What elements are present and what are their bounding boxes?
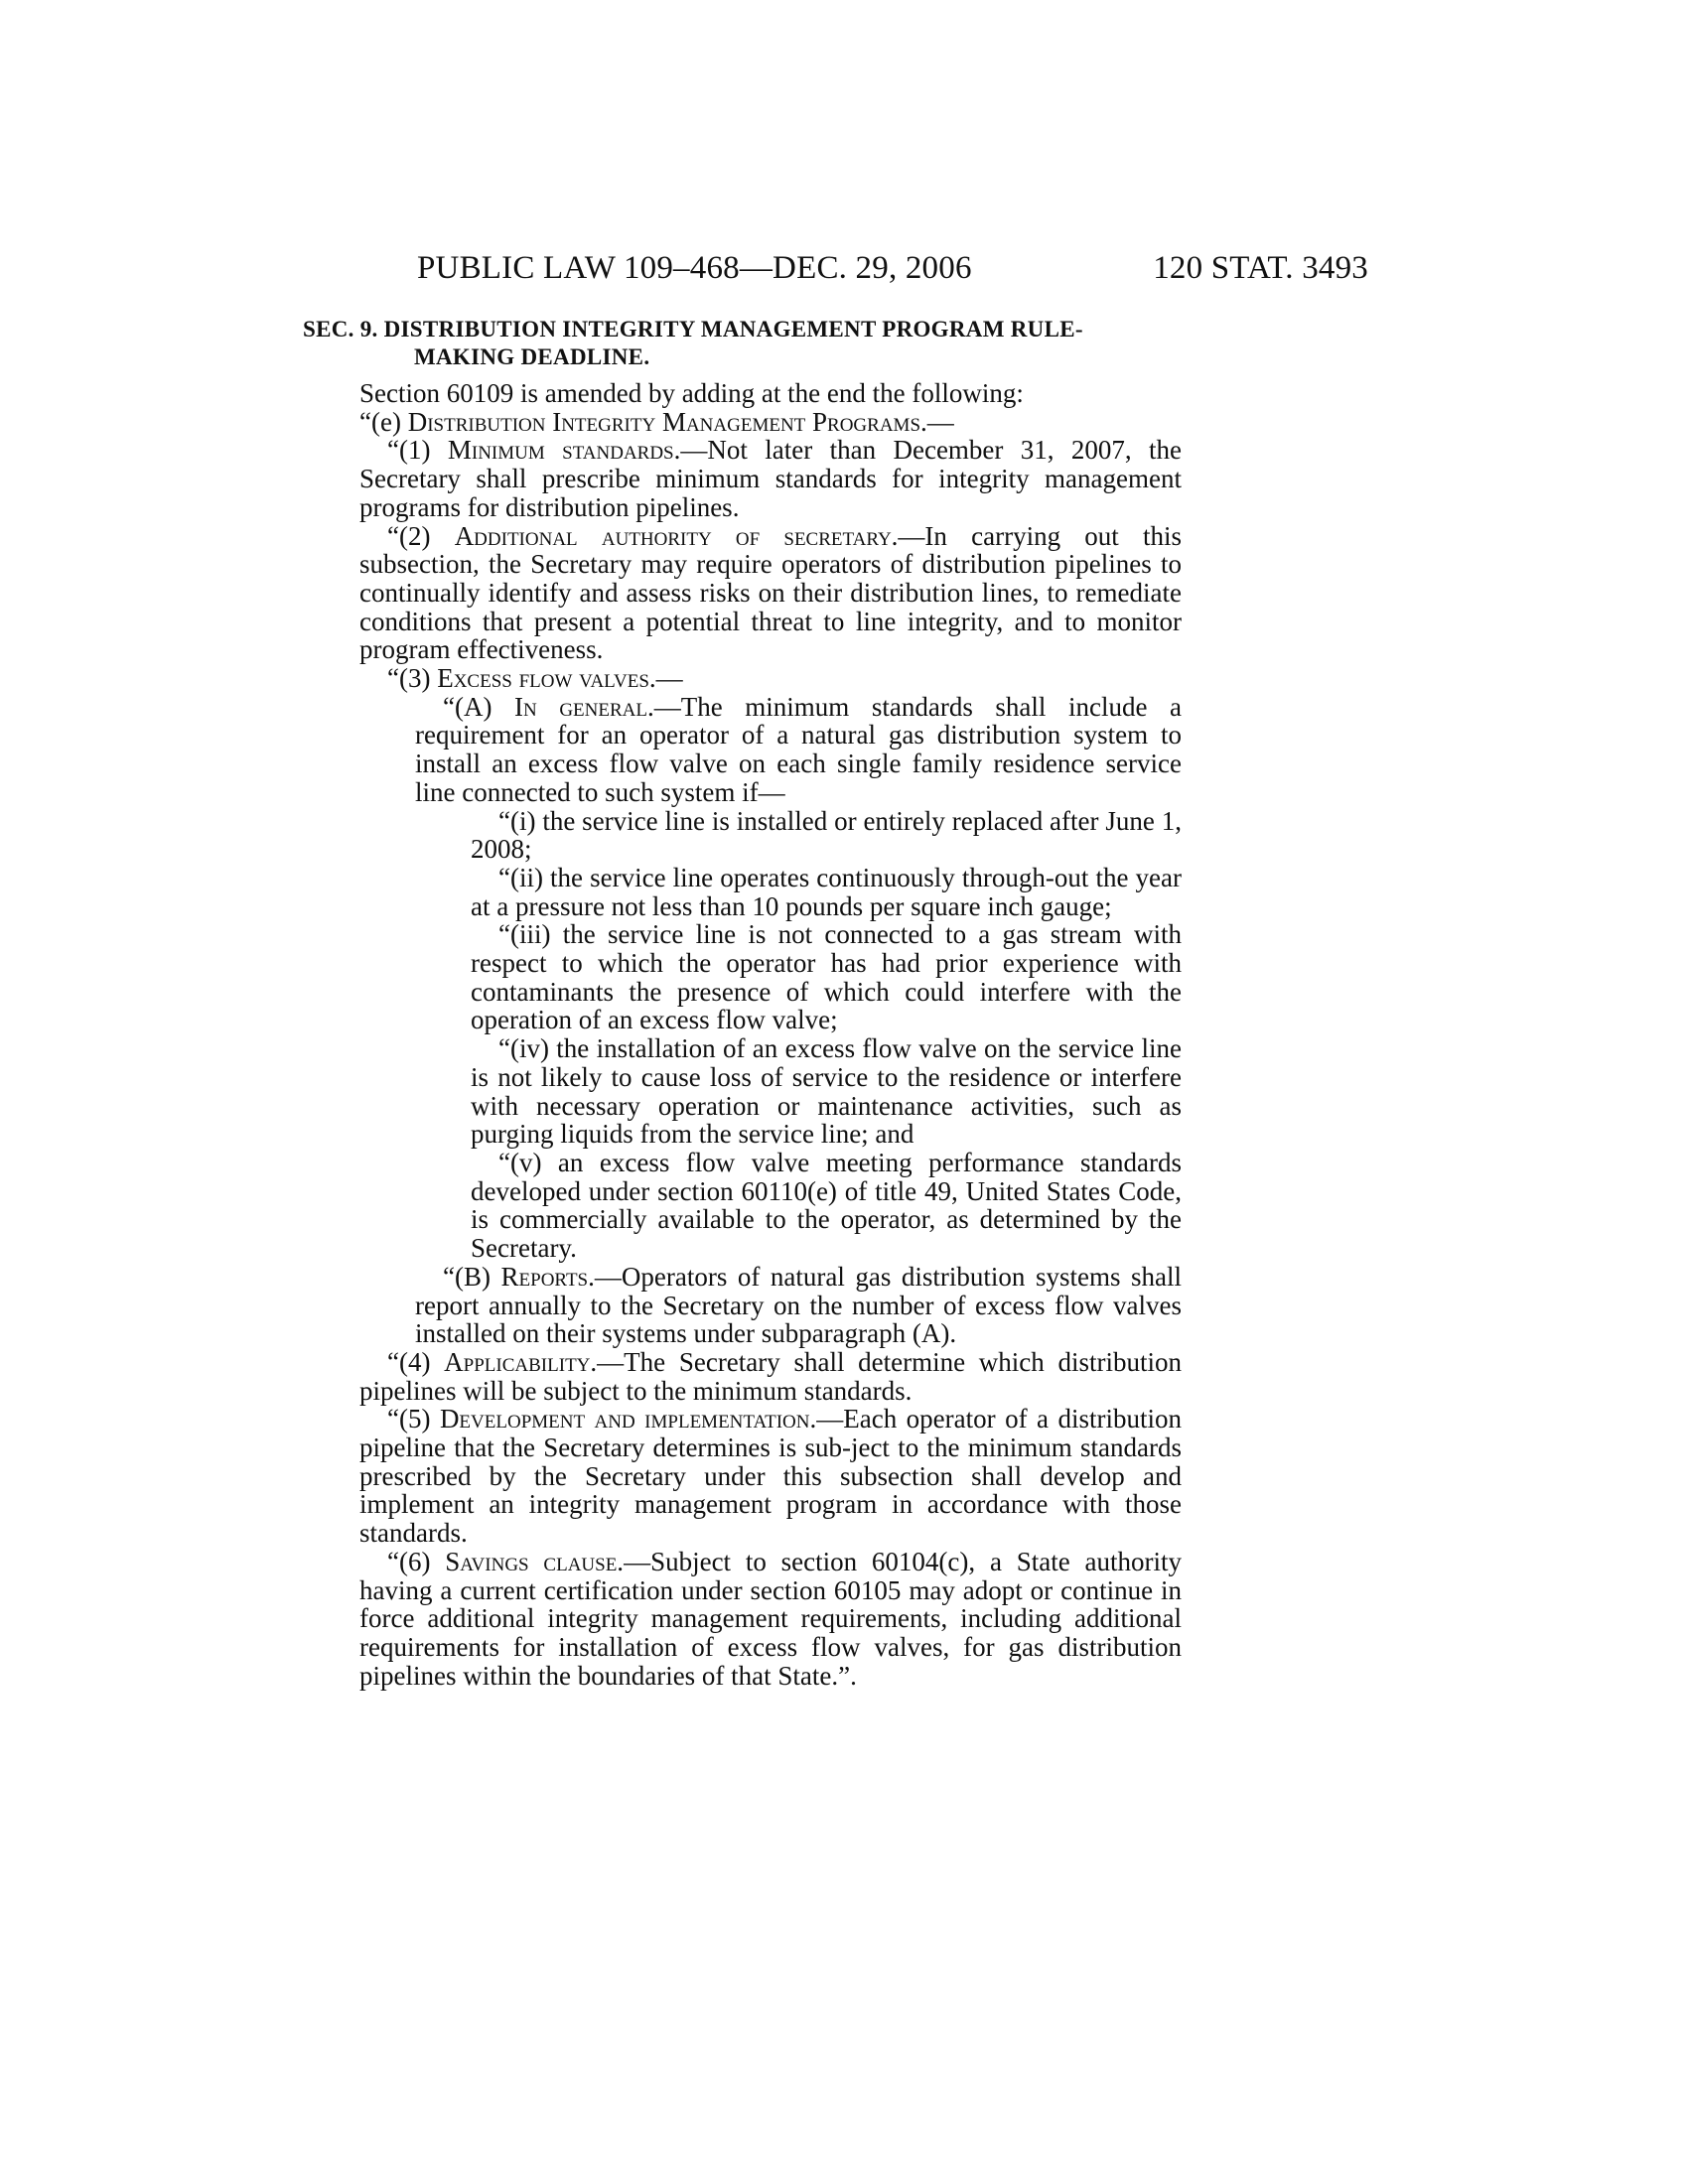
paragraph-2-heading: Additional authority of secretary. [454,520,899,551]
public-law-citation: PUBLIC LAW 109–468—DEC. 29, 2006 [417,250,972,286]
subsection-e-heading: Distribution Integrity Management Programs. [407,406,927,437]
clause-v: “(v) an excess flow valve meeting performance standards developed under section 60110(e) of title 49, United States Code, is commercially available to the operator, as determined by the Secretary. [471,1147,1182,1264]
statute-page-number: 120 STAT. 3493 [1153,250,1368,286]
paragraph-5 [359,1405,1182,1548]
paragraph-6-heading: Savings clause. [445,1546,625,1576]
paragraph-5-text: —Each operator of a distribution pipeline that the Secretary determines is sub-ject to the minimum standards prescribed by the Secretary under this subsection shall develop and implement an integrity management program in accordance with those standards. [359,1404,1182,1549]
clause-i: “(i) the service line is installed or entirely replaced after June 1, 2008; [471,805,1182,865]
paragraph-4 [359,1348,1182,1405]
clause-iii: “(iii) the service line is not connected to a gas stream with respect to which the operator has had prior experience with contaminants the presence of which could interfere with the operation of an excess flow valve; [471,919,1182,1035]
paragraph-4-text: —The Secretary shall determine which distribution pipelines will be subject to the minimum standards. [359,1346,1183,1406]
subparagraph-b-prefix: “(B) [443,1261,501,1292]
clause-iv: “(iv) the installation of an excess flow valve on the service line is not likely to cause loss of service to the residence or interfere with necessary operation or maintenance activities, such as purging liquids from the service line; and [471,1033,1182,1150]
subparagraph-a-text: —The minimum standards shall include a requirement for an operator of a natural gas distribution system to install an excess flow valve on each single family residence service line connected to such system if— [415,691,1182,807]
paragraph-3-heading: Excess flow valves. [437,663,656,694]
section-body [359,379,1182,1690]
paragraph-5-prefix: “(5) [387,1404,440,1434]
paragraph-5-heading: Development and implementation. [439,1404,817,1434]
paragraph-1 [359,436,1182,521]
subparagraph-a [359,693,1182,807]
paragraph-4-heading: Applicability. [444,1346,598,1377]
subparagraph-b-text: —Operators of natural gas distribution systems shall report annually to the Secretary on the number of excess flow valves installed on their systems under subparagraph (A). [415,1261,1182,1349]
paragraph-4-prefix: “(4) [387,1346,445,1377]
paragraph-1-heading: Minimum standards. [447,435,681,466]
paragraph-6-text: —Subject to section 60104(c), a State authority having a current certification under section 60105 may adopt or continue in force additional integrity management requirements, including additional requirements for installation of excess flow valves, for gas distribution pipelines within the boundaries of that State.”. [359,1546,1182,1691]
paragraph-2-text: —In carrying out this subsection, the Secretary may require operators of distribution pipelines to continually identify and assess risks on their distribution lines, to remediate conditions that present a potential threat to line integrity, and to monitor program effectiveness. [359,520,1182,665]
section-title-line-2: MAKING DEADLINE. [414,344,650,369]
paragraph-1-prefix: “(1) [387,435,448,466]
paragraph-3-prefix: “(3) [387,663,438,694]
paragraph-2 [359,522,1182,665]
page-header [417,250,1368,290]
paragraph-3 [359,664,1182,693]
paragraph-1-text: —Not later than December 31, 2007, the Secretary shall prescribe minimum standards for integrity management programs for distribution pipelines. [359,435,1183,522]
section-title [303,316,1187,371]
subparagraph-a-heading: In general. [514,691,654,722]
subparagraph-a-prefix: “(A) [443,691,515,722]
paragraph-6 [359,1548,1182,1691]
intro-paragraph: Section 60109 is amended by adding at the end the following: [359,378,1024,408]
subparagraph-b [359,1263,1182,1348]
paragraph-6-prefix: “(6) [387,1546,446,1576]
section-title-line-1: SEC. 9. DISTRIBUTION INTEGRITY MANAGEMENT PROGRAM RULE- [303,317,1083,341]
subparagraph-b-heading: Reports. [500,1261,595,1292]
subsection-e-prefix: “(e) [359,406,408,437]
clause-ii: “(ii) the service line operates continuously through-out the year at a pressure not less than 10 pounds per square inch gauge; [471,862,1182,921]
paragraph-3-suffix: — [655,663,683,694]
subsection-e [359,408,1182,437]
paragraph-2-prefix: “(2) [387,520,455,551]
subsection-e-suffix: — [926,406,954,437]
